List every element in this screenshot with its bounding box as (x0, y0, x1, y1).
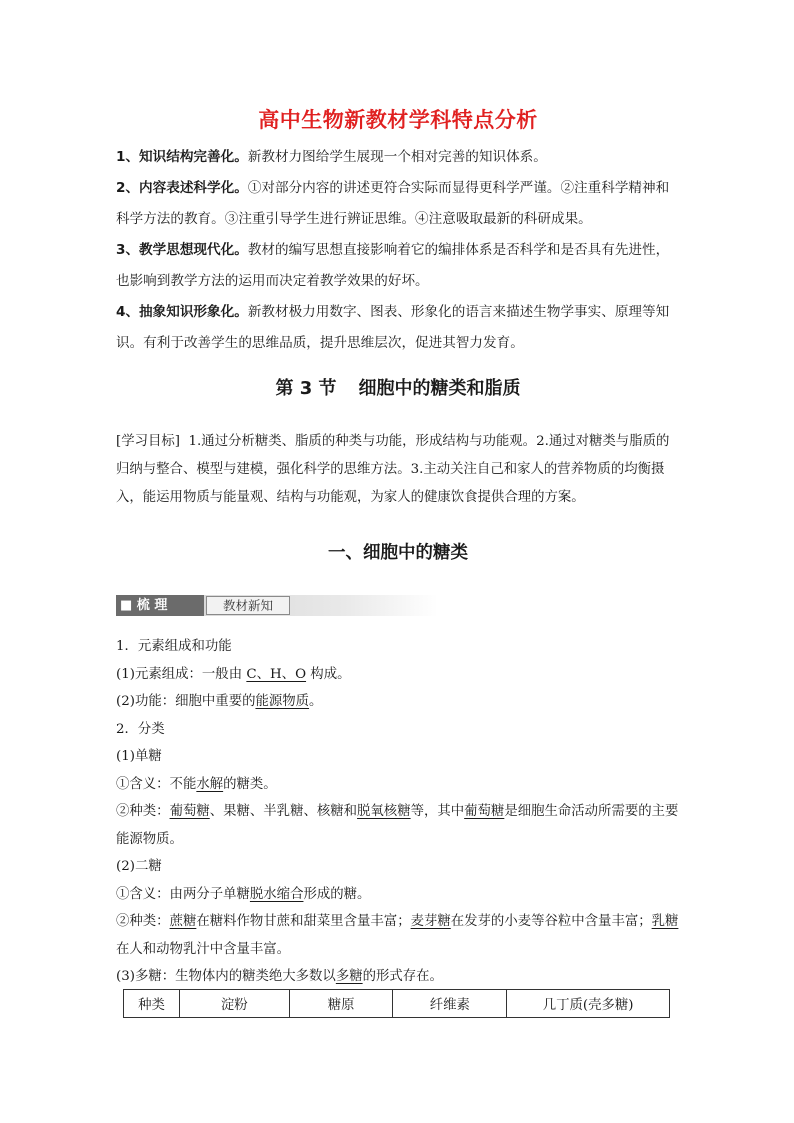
content-line: ②种类：蔗糖在糖料作物甘蔗和甜菜里含量丰富；麦芽糖在发芽的小麦等谷粒中含量丰富；乳糖在人和动物乳汁中含量丰富。 (116, 914, 679, 957)
intro-item (116, 235, 680, 297)
table-header-cell: 糖原 (289, 990, 393, 1018)
section-name: 细胞中的糖类和脂质 (358, 378, 521, 399)
answer-blank: 脱水缩合 (249, 886, 304, 902)
table-header-cell: 纤维素 (393, 990, 507, 1018)
content-line: (2)二糖 (116, 859, 162, 874)
section-number: 第 3 节 (275, 378, 337, 399)
intro-item-text: 新教材力图给学生展现一个相对完善的知识体系。 (247, 149, 547, 165)
banner-tag: 教材新知 (206, 596, 290, 615)
answer-blank: 乳糖 (651, 914, 679, 929)
learning-goals (116, 428, 680, 512)
answer-blank: 蔗糖 (169, 914, 197, 929)
intro-item (116, 173, 680, 235)
subsection-heading: 一、细胞中的糖类 (328, 543, 468, 563)
content-line: ①含义：不能水解的糖类。 (116, 776, 277, 792)
intro-item (116, 142, 680, 173)
polysaccharide-table (123, 989, 670, 1018)
table-row (124, 990, 670, 1018)
answer-blank: 水解 (196, 776, 224, 792)
answer-blank: 多糖 (335, 969, 363, 984)
banner-label: ■ 梳 理 (116, 595, 204, 616)
answer-blank: 葡萄糖 (169, 804, 210, 819)
table-header-cell: 淀粉 (179, 990, 289, 1018)
content-line: (1)元素组成：一般由 C、H、O 构成。 (116, 666, 351, 682)
intro-item (116, 297, 680, 359)
answer-blank: 麦芽糖 (410, 914, 451, 929)
answer-blank: C、H、O (246, 666, 307, 682)
answer-blank: 能源物质 (255, 694, 310, 709)
answer-blank: 葡萄糖 (464, 804, 505, 819)
content-line: (3)多糖：生物体内的糖类绝大多数以多糖的形式存在。 (116, 969, 443, 984)
section-heading (116, 374, 680, 400)
content-line: (2)功能：细胞中重要的能源物质。 (116, 694, 323, 709)
answer-blank: 脱氧核糖 (357, 804, 411, 819)
intro-list (116, 142, 680, 359)
intro-item-text: ①对部分内容的讲述更符合实际而显得更科学严谨。②注重科学精神和科学方法的教育。③注重引导学生进行辨证思维。④注意吸取最新的科研成果。 (116, 180, 670, 227)
content-line: ②种类：葡萄糖、果糖、半乳糖、核糖和脱氧核糖等，其中葡萄糖是细胞生命活动所需要的主要能源物质。 (116, 804, 679, 847)
intro-item-text: 新教材极力用数字、图表、形象化的语言来描述生物学事实、原理等知识。有利于改善学生的思维品质，提升思维层次，促进其智力发育。 (116, 304, 670, 351)
section-banner (116, 595, 438, 616)
table-header-cell: 几丁质(壳多糖) (507, 990, 670, 1018)
intro-item-head: 2、内容表述科学化。 (116, 180, 248, 196)
content-line: ①含义：由两分子单糖脱水缩合形成的糖。 (116, 886, 371, 902)
intro-item-head: 3、教学思想现代化。 (116, 242, 248, 258)
table-header-cell: 种类 (124, 990, 180, 1018)
intro-item-head: 4、抽象知识形象化。 (116, 304, 248, 320)
intro-item-text: 教材的编写思想直接影响着它的编排体系是否科学和是否具有先进性，也影响到教学方法的运用而决定着教学效果的好坏。 (116, 242, 670, 289)
content-line: (1)单糖 (116, 749, 162, 764)
content-line: 2．分类 (116, 721, 165, 737)
goals-text: 1.通过分析糖类、脂质的种类与功能，形成结构与功能观。2.通过对糖类与脂质的归纳与整合、模型与建模，强化科学的思维方法。3.主动关注自己和家人的营养物质的均衡摄入，能运用物质与能量观、结构与功能观，为家人的健康饮食提供合理的方案。 (116, 434, 670, 505)
content-body (116, 633, 680, 991)
goals-label: [学习目标] (116, 434, 181, 449)
intro-item-head: 1、知识结构完善化。 (116, 149, 248, 165)
content-line: 1．元素组成和功能 (116, 639, 232, 654)
document-title: 高中生物新教材学科特点分析 (258, 108, 538, 132)
